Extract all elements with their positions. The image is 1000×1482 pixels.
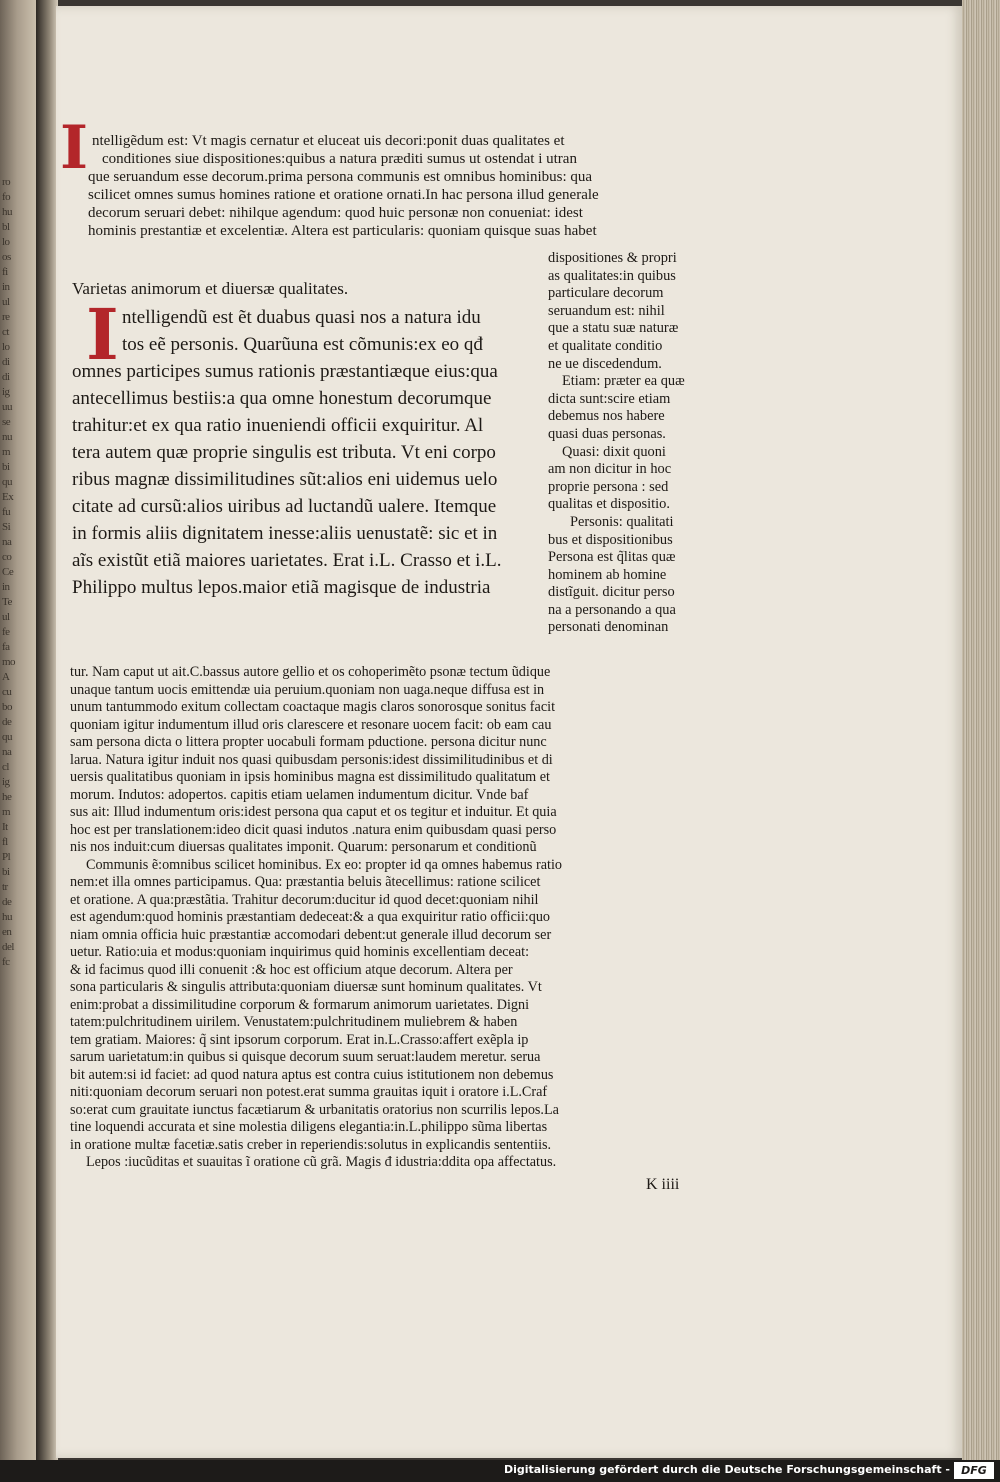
commentary-bottom-line: enim:probat a dissimilitudine corporum & formarum animorum uarietates. Digni [70,996,530,1013]
commentary-bottom-line: unum tantummodo exitum collectam coactaque magis claros sonorosque sonitus facit [70,699,556,715]
commentary-top-line: conditiones siue dispositiones:quibus a natura præditi sumus ut ostendat i utran [102,151,577,167]
commentary-bottom-line: Communis ẽ:omnibus scilicet hominibus. Ex eo: propter id qa omnes habemus ratio [86,856,563,873]
commentary-bottom-line: Lepos :iucũditas et suauitas ĩ oratione cũ grã. Magis đ idustria:ddita opa affectatus. [86,1154,557,1170]
commentary-bottom [70,664,730,1172]
footer-credit: Digitalisierung gefördert durch die Deutsche Forschungsgemeinschaft - [503,1463,950,1476]
right-gloss-line: ne ue discedendum. [548,355,662,372]
right-gloss-line: personati denominan [548,619,669,636]
main-text-line: antecellimus bestiis:a qua omne honestum decorumque [72,388,492,409]
main-text-line: tera autem quæ proprie singulis est tributa. Vt eni corpo [72,442,496,463]
right-gloss-line: et qualitate conditio [548,337,663,354]
right-gloss-line: Quasi: dixit quoni [562,443,666,460]
main-text-line: ntelligendũ est ẽt duabus quasi nos a natura idu [122,307,481,328]
commentary-top [88,132,728,240]
right-gloss-line: Persona est q̃litas quæ [548,549,676,566]
commentary-bottom-line: morum. Indutos: adopertos. capitis etiam uelamen indumentum dicitur. Vnde baf [70,786,529,803]
main-text-line: aĩs existũt etiã maiores uarietates. Erat i.L. Crasso et i.L. [72,550,502,571]
commentary-bottom-line: hoc est per translationem:ideo dicit quasi indutos .natura enim quibusdam quasi perso [70,821,557,838]
main-text-line: Philippo multus lepos.maior etiã magisque de industria [72,577,491,598]
right-gloss-line: as qualitates:in quibus [548,267,676,284]
right-gloss-line: bus et dispositionibus [548,531,673,548]
commentary-bottom-line: sus ait: Illud indumentum oris:idest persona qua caput et os tegitur et induitur. Et quia [70,804,557,820]
commentary-bottom-line: larua. Natura igitur induit nos quasi quibusdam personis:idest dissimilitudinibus et di [70,751,553,768]
rubricated-initial-top: I [60,113,89,183]
commentary-bottom-line: sam persona dicta o littera propter uocabuli formam pductione. persona dicitur nunc [70,734,547,750]
commentary-bottom-line: tatem:pulchritudinem uirilem. Venustatem:pulchritudinem muliebrem & haben [70,1014,518,1030]
book-gutter [36,0,58,1460]
commentary-bottom-line: & id facimus quod illi conuenit :& hoc est officium atque decorum. Altera per [70,961,513,978]
right-gloss-line: particulare decorum [548,285,664,302]
commentary-bottom-line: bit autem:si id faciet: ad quod natura aptus est contra cuius istitutionem non debemus [70,1066,554,1083]
commentary-bottom-line: nem:et illa omnes participamus. Qua: præstantia beluis ãtecellimus: ratione scilicet [70,874,541,890]
commentary-top-line: hominis prestantiæ et excelentiæ. Altera est particularis: quoniam quisque suas habet [88,223,597,239]
commentary-top-line: scilicet omnes sumus homines ratione et oratione ornati.In hac persona illud generale [88,187,599,203]
main-text-line: omnes participes sumus rationis præstantiæque eius:qua [72,361,498,382]
commentary-bottom-line: unaque tantum uocis emittendæ uia peruium.quoniam non uaga.neque diffusa est in [70,681,545,698]
footer-bar [0,1460,1000,1482]
right-gloss-line: am non dicitur in hoc [548,461,672,478]
commentary-top-line: decorum seruari debet: nihilque agendum: quod huic personæ non conueniat: idest [88,205,583,221]
right-gloss-line: que a statu suæ naturæ [548,320,679,337]
commentary-bottom-line: sarum uarietatum:in quibus si quisque decorum suum seruat:laudem meretur. serua [70,1049,541,1065]
right-gloss-line: Etiam: præter ea quæ [562,373,685,390]
commentary-bottom-line: niti:quoniam decorum seruari non potest.erat summa grauitas iquit i oratore i.L.Craf [70,1084,548,1100]
right-gloss-line: quasi duas personas. [548,425,666,442]
right-gloss-line: proprie persona : sed [548,478,669,495]
commentary-top-line: que seruandum esse decorum.prima persona communis est omnibus hominibus: qua [88,169,593,185]
main-text [72,275,542,601]
right-gloss-line: seruandum est: nihil [548,302,665,319]
signature-mark: K iiii [646,1176,680,1193]
right-gloss-line: Personis: qualitati [570,513,674,530]
commentary-bottom-line: in oratione multæ facetiæ.satis creber in reperiendis:solutus in explicandis sententiis. [70,1136,552,1153]
commentary-bottom-line: niam omnia officia huic præstantiæ accomodari debent:ut generale illud decorum ser [70,926,552,943]
right-gloss-line: qualitas et dispositio. [548,496,670,513]
main-text-line: in formis aliis dignitatem inesse:aliis uenustatẽ: sic et in [72,523,498,544]
right-gloss-line: dicta sunt:scire etiam [548,390,671,407]
commentary-top-line: ntelligẽdum est: Vt magis cernatur et eluceat uis decori:ponit duas qualitates et [92,133,565,149]
commentary-bottom-line: tur. Nam caput ut ait.C.bassus autore gellio et os cohoperimẽto psonæ tectum ũdique [70,664,551,680]
commentary-bottom-line: et oratione. A qua:præstãtia. Trahitur decorum:ducitur id quod decet:quoniam nihil [70,891,539,908]
main-text-line: ribus magnæ dissimilitudines sũt:alios eni uidemus uelo [72,469,498,490]
facing-page-text: ro fo hu bl lo os fi in ul re ct lo di di ig uu se nu m bi qu Ex fu Si na co Ce in Te ul fe fa mo A cu bo de qu na cl ig he m It fl Pl bi tr de hu en del fc [2,176,16,968]
right-gloss-line: dispositiones & propri [548,250,677,266]
right-gloss-line: debemus nos habere [548,408,665,425]
right-gloss-line: na a personando a qua [548,601,676,618]
dfg-logo: DFG [954,1462,994,1479]
commentary-bottom-line: nis nos induit:cum diuersas qualitates imponit. Quarum: personarum et conditionũ [70,839,537,855]
commentary-bottom-line: uersis qualitatibus quoniam in ipsis hominibus magna est dissimilitudo qualitatum et [70,769,550,785]
commentary-bottom-line: tem gratiam. Maiores: q̃ sint ipsorum corporum. Erat in.L.Crasso:affert exẽpla ip [70,1031,529,1048]
main-text-line: trahitur:et ex qua ratio inueniendi officii exquiritur. Al [72,415,484,436]
main-text-line: tos eẽ personis. Quarũuna est cõmunis:ex eo qđ [122,334,483,355]
commentary-bottom-line: sona particularis & singulis attributa:quoniam diuersæ sunt hominum qualitates. Vt [70,979,542,995]
main-text-line: citate ad cursũ:alios uiribus ad luctandũ ualere. Itemque [72,496,497,517]
right-gloss-line: distĩguit. dicitur perso [548,584,675,601]
commentary-bottom-line: tine loquendi accurata et sine molestia diligens elegantia:in.L.philippo sũma libertas [70,1119,548,1135]
rubricated-initial-main: I [86,293,119,376]
right-gloss-line: hominem ab homine [548,566,667,583]
main-text-line: Varietas animorum et diuersæ qualitates. [72,279,349,298]
commentary-bottom-line: quoniam igitur indumentum illud oris clarescere et resonare uocem facit: ob eam cau [70,716,552,733]
facing-page-edge [0,0,38,1460]
commentary-bottom-line: so:erat cum grauitate iunctus facætiarum & urbanitatis oratorius non scurrilis lepos.La [70,1101,559,1118]
commentary-bottom-line: uetur. Ratio:uia et modus:quoniam inquirimus quid hominis excellentiam deceat: [70,944,530,960]
right-gloss [548,250,730,637]
commentary-bottom-line: est agendum:quod hominis præstantiam dedeceat:& a qua exquiritur ratio officii:quo [70,909,551,925]
page-stack-edges [962,0,1000,1460]
